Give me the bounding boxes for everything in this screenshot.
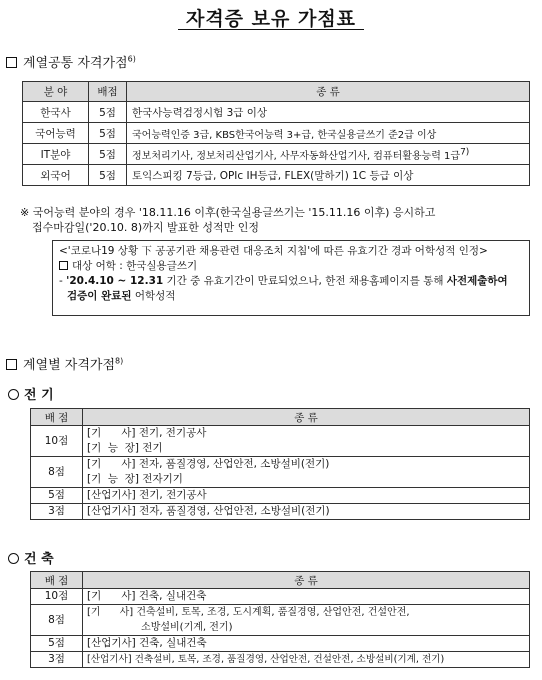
row-kind: [산업기사] 건축, 실내건축 [83, 636, 530, 652]
table-header-row [23, 82, 530, 102]
row-kind: 정보처리기사, 정보처리산업기사, 사무자동화산업기사, 컴퓨터활용능력 1급 [132, 150, 461, 162]
row-points: 8점 [31, 605, 83, 636]
section1-heading-text: 계열공통 자격가점 [23, 56, 128, 71]
row-points: 5점 [89, 165, 127, 186]
row-field: 국어능력 [23, 123, 89, 144]
row-kind-line: 소방설비(기계, 전기) [87, 622, 233, 633]
covid-line-3 [59, 274, 523, 289]
row-kind: [산업기사] 건축설비, 토목, 조경, 품질경영, 산업안전, 건설안전, 소방설비(기계, 전기) [83, 652, 530, 668]
row-points: 5점 [89, 102, 127, 123]
circle-bullet-icon [8, 389, 19, 400]
section1-heading [6, 52, 136, 71]
architecture-heading [8, 548, 54, 567]
row-points: 10점 [31, 589, 83, 605]
covid-line-3-mid: 기간 중 유효기간이 만료되었으나, 한전 채용홈페이지를 통해 [163, 275, 447, 287]
row-points: 5점 [89, 144, 127, 165]
covid-line-2: 대상 어학 : 한국실용글쓰기 [72, 260, 198, 272]
row-points: 3점 [31, 504, 83, 520]
language-note [20, 205, 435, 235]
covid-line-1: <'코로나19 상황 下 공공기관 채용관련 대응조치 지침'에 따른 유효기간 경과 어학성적 인정> [59, 245, 488, 257]
header-points: 배점 [89, 82, 127, 102]
covid-line-2-wrap [59, 259, 523, 274]
page-title: 자격증 보유 가점표 [185, 8, 357, 30]
row-points: 5점 [31, 488, 83, 504]
common-points-table [22, 81, 530, 186]
row-kind-line: [기 사] 전기, 전기공사 [87, 427, 207, 439]
header-kind: 종 류 [127, 82, 530, 102]
row-kind: [산업기사] 전기, 전기공사 [83, 488, 530, 504]
row-kind: 토익스피킹 7등급, OPIc IH등급, FLEX(말하기) 1C 등급 이상 [127, 165, 530, 186]
architecture-points-table [30, 571, 530, 668]
table-row [31, 426, 530, 457]
covid-dash: - [59, 275, 67, 287]
section1-footnote: 6) [127, 54, 136, 64]
electric-heading-text: 전 기 [24, 388, 54, 403]
row-points: 10점 [31, 426, 83, 457]
header-points: 배 점 [31, 572, 83, 589]
row-kind-cell [127, 144, 530, 165]
section2-footnote: 8) [115, 356, 124, 366]
table-header-row [31, 572, 530, 589]
checkbox-square-icon [6, 57, 17, 68]
table-row [31, 652, 530, 668]
covid-verified: 검증이 완료된 [67, 290, 132, 302]
row-kind-line: [기 능 장] 전기 [87, 442, 163, 454]
row-kind-cell [83, 605, 530, 636]
row-kind-line: [기 능 장] 전자기기 [87, 473, 183, 485]
table-row [31, 605, 530, 636]
row-field: IT분야 [23, 144, 89, 165]
covid-presubmit: 사전제출하여 [446, 275, 508, 287]
table-row [23, 102, 530, 123]
table-row [31, 504, 530, 520]
table-row [31, 457, 530, 488]
note-line-1: ※ 국어능력 분야의 경우 '18.11.16 이후(한국실용글쓰기는 '15.11.16 이후) 응시하고 [20, 206, 436, 219]
row-kind-footnote: 7) [460, 147, 470, 158]
architecture-heading-text: 건 축 [24, 552, 54, 567]
row-kind-cell [83, 457, 530, 488]
covid-notice-box [52, 240, 530, 316]
row-points: 3점 [31, 652, 83, 668]
row-points: 5점 [31, 636, 83, 652]
table-row [23, 165, 530, 186]
header-kind: 종 류 [83, 409, 530, 426]
note-line-2: 접수마감일('20.10. 8)까지 발표한 성적만 인정 [32, 221, 259, 234]
table-row [23, 123, 530, 144]
header-field: 분 야 [23, 82, 89, 102]
covid-line-4 [59, 289, 523, 304]
circle-bullet-icon [8, 553, 19, 564]
checkbox-square-icon [6, 359, 17, 370]
header-points: 배 점 [31, 409, 83, 426]
row-points: 5점 [89, 123, 127, 144]
table-row [31, 636, 530, 652]
covid-line-4-rest: 어학성적 [131, 290, 176, 302]
row-kind-cell [83, 426, 530, 457]
row-field: 한국사 [23, 102, 89, 123]
row-kind: [기 사] 건축, 실내건축 [83, 589, 530, 605]
section2-heading-text: 계열별 자격가점 [23, 358, 116, 373]
section2-heading [6, 354, 123, 373]
table-row [23, 144, 530, 165]
row-kind-line: [기 사] 건축설비, 토목, 조경, 도시계획, 품질경영, 산업안전, 건설안전, [87, 607, 410, 618]
electric-points-table [30, 408, 530, 520]
table-header-row [31, 409, 530, 426]
table-row [31, 488, 530, 504]
electric-heading [8, 384, 54, 403]
table-row [31, 589, 530, 605]
row-kind: 국어능력인증 3급, KBS한국어능력 3+급, 한국실용글쓰기 준2급 이상 [127, 123, 530, 144]
row-kind: [산업기사] 전자, 품질경영, 산업안전, 소방설비(전기) [83, 504, 530, 520]
row-kind-line: [기 사] 전자, 품질경영, 산업안전, 소방설비(전기) [87, 458, 330, 470]
row-field: 외국어 [23, 165, 89, 186]
header-kind: 종 류 [83, 572, 530, 589]
row-kind: 한국사능력검정시험 3급 이상 [127, 102, 530, 123]
square-bullet-icon [59, 261, 68, 270]
row-points: 8점 [31, 457, 83, 488]
covid-period: '20.4.10 ~ 12.31 [66, 275, 164, 287]
title-underline [178, 29, 364, 30]
